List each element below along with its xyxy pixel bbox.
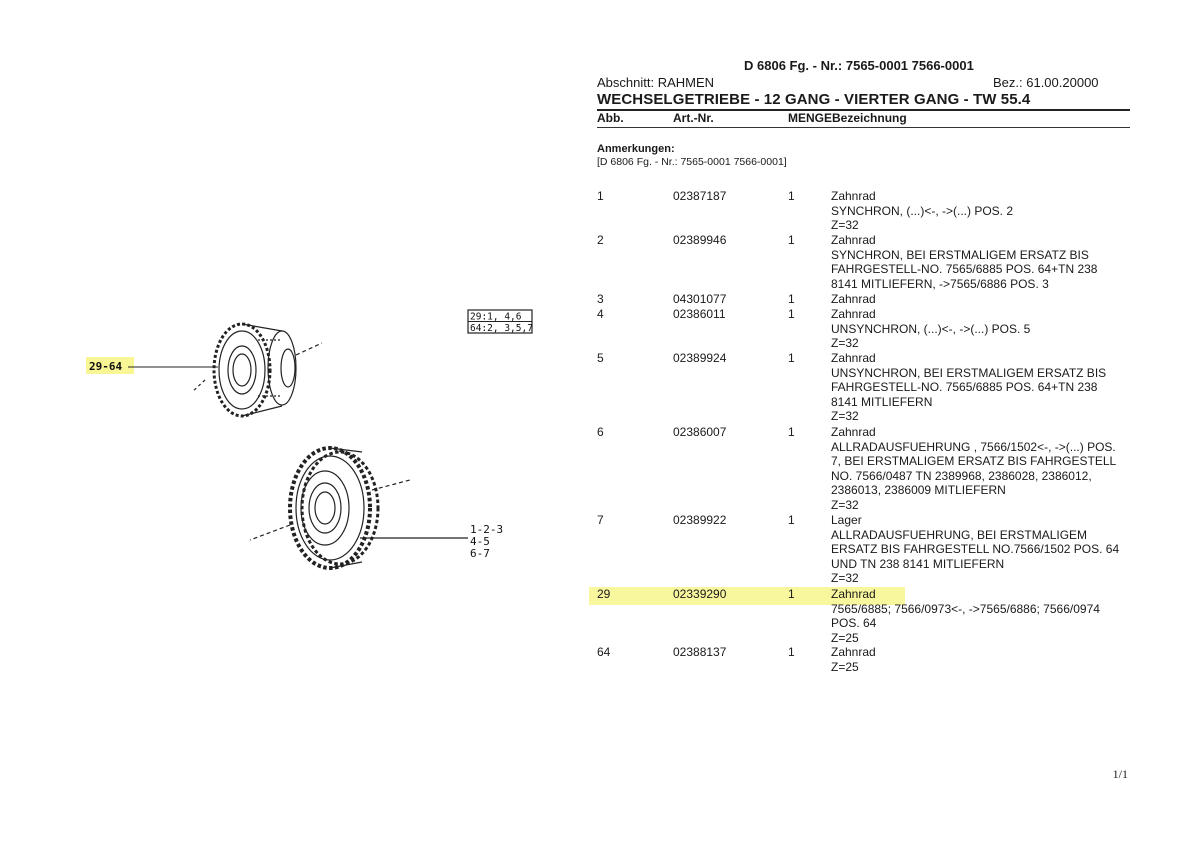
row-art-nr: 02388137: [673, 645, 727, 659]
row-description: [831, 645, 1131, 674]
description-line: 8141 MITLIEFERN, ->7565/6886 POS. 3: [831, 276, 1049, 291]
description-line: Z=25: [831, 659, 859, 674]
row-description: [831, 189, 1131, 233]
document-title: D 6806 Fg. - Nr.: 7565-0001 7566-0001: [744, 58, 974, 73]
description-line: POS. 64: [831, 616, 877, 631]
row-menge: 1: [788, 425, 795, 439]
row-menge: 1: [788, 351, 795, 365]
legend-line-1: 29:1, 4,6: [470, 311, 522, 323]
row-description: [831, 233, 1131, 291]
description-line: Zahnrad: [831, 233, 876, 247]
label-1-2-3: 1-2-3: [470, 523, 504, 536]
row-abb: 2: [597, 233, 604, 247]
description-line: 7, BEI ERSTMALIGEM ERSATZ BIS FAHRGESTELL: [831, 454, 1117, 469]
description-line: NO. 7566/0487 TN 2389968, 2386028, 2386012,: [831, 468, 1092, 483]
description-line: ALLRADAUSFUEHRUNG, BEI ERSTMALIGEM: [831, 527, 1088, 542]
row-art-nr: 02386007: [673, 425, 727, 439]
row-menge: 1: [788, 307, 795, 321]
column-header-menge: [788, 111, 907, 125]
row-abb: 1: [597, 189, 604, 203]
description-line: Lager: [831, 513, 862, 527]
description-line: 2386013, 2386009 MITLIEFERN: [831, 483, 1006, 498]
page-heading: WECHSELGETRIEBE - 12 GANG - VIERTER GANG - TW 55.4: [597, 91, 1031, 108]
row-art-nr: 02386011: [673, 307, 726, 321]
position-legend-box: [468, 310, 533, 334]
column-header-rule: [597, 127, 1130, 128]
row-description: [831, 425, 1131, 513]
description-line: Zahnrad: [831, 292, 876, 306]
section-label: Abschnitt: RAHMEN: [597, 75, 715, 90]
description-line: Z=32: [831, 497, 859, 512]
column-header-abb: Abb.: [597, 111, 624, 125]
description-line: Z=32: [831, 336, 859, 351]
row-menge: 1: [788, 587, 795, 601]
row-abb: 5: [597, 351, 604, 365]
description-line: UNSYNCHRON, (...)<-, ->(...) POS. 5: [831, 321, 1031, 336]
row-art-nr: 02339290: [673, 587, 727, 601]
row-abb: 64: [597, 645, 611, 659]
description-line: Z=32: [831, 571, 859, 586]
notes-text: [D 6806 Fg. - Nr.: 7565-0001 7566-0001]: [597, 156, 787, 168]
small-gear-drawing: [192, 324, 322, 416]
column-header-bez-text: Bezeichnung: [832, 111, 907, 125]
description-line: ERSATZ BIS FAHRGESTELL NO.7566/1502 POS. 64: [831, 542, 1120, 557]
label-6-7: 6-7: [470, 547, 490, 560]
description-line: FAHRGESTELL-NO. 7565/6885 POS. 64+TN 238: [831, 262, 1098, 277]
row-description: [831, 351, 1131, 424]
page-number: 1/1: [1112, 767, 1128, 781]
column-header-art: Art.-Nr.: [673, 111, 714, 125]
legend-line-2: 64:2, 3,5,7: [470, 323, 533, 334]
description-line: Z=25: [831, 630, 859, 645]
row-abb: 29: [597, 587, 611, 601]
row-abb: 6: [597, 425, 604, 439]
row-description: [831, 307, 1131, 351]
description-line: ALLRADAUSFUEHRUNG , 7566/1502<-, ->(...) POS.: [831, 439, 1116, 454]
row-description: [831, 513, 1131, 586]
description-line: Zahnrad: [831, 351, 876, 365]
description-line: Z=32: [831, 218, 859, 233]
description-line: Zahnrad: [831, 645, 876, 659]
row-art-nr: 02389924: [673, 351, 727, 365]
description-line: SYNCHRON, BEI ERSTMALIGEM ERSATZ BIS: [831, 247, 1089, 262]
row-art-nr: 02387187: [673, 189, 727, 203]
bez-number: Bez.: 61.00.20000: [993, 75, 1099, 90]
row-menge: 1: [788, 189, 795, 203]
description-line: 8141 MITLIEFERN: [831, 394, 933, 409]
notes-label: Anmerkungen:: [597, 143, 675, 155]
row-abb: 3: [597, 292, 604, 306]
description-line: Zahnrad: [831, 425, 876, 439]
exploded-gear-diagram: [0, 0, 560, 848]
row-art-nr: 02389946: [673, 233, 727, 247]
row-abb: 7: [597, 513, 604, 527]
callout-29-64: 29-64: [89, 360, 123, 373]
description-line: Zahnrad: [831, 587, 876, 601]
row-menge: 1: [788, 292, 795, 306]
description-line: SYNCHRON, (...)<-, ->(...) POS. 2: [831, 203, 1014, 218]
description-line: UND TN 238 8141 MITLIEFERN: [831, 556, 1005, 571]
column-header-menge-text: MENGE: [788, 111, 833, 125]
row-art-nr: 04301077: [673, 292, 727, 306]
description-line: FAHRGESTELL-NO. 7565/6885 POS. 64+TN 238: [831, 380, 1098, 395]
row-art-nr: 02389922: [673, 513, 727, 527]
description-line: 7565/6885; 7566/0973<-, ->7565/6886; 7566/0974: [831, 601, 1100, 616]
description-line: Zahnrad: [831, 189, 876, 203]
large-gear-drawing: [250, 448, 468, 568]
row-abb: 4: [597, 307, 604, 321]
row-description: [831, 292, 1131, 307]
row-menge: 1: [788, 645, 795, 659]
row-description: [831, 587, 1131, 645]
description-line: UNSYNCHRON, BEI ERSTMALIGEM ERSATZ BIS: [831, 365, 1107, 380]
description-line: Z=32: [831, 409, 859, 424]
row-menge: 1: [788, 233, 795, 247]
label-4-5: 4-5: [470, 535, 490, 548]
row-menge: 1: [788, 513, 795, 527]
description-line: Zahnrad: [831, 307, 876, 321]
